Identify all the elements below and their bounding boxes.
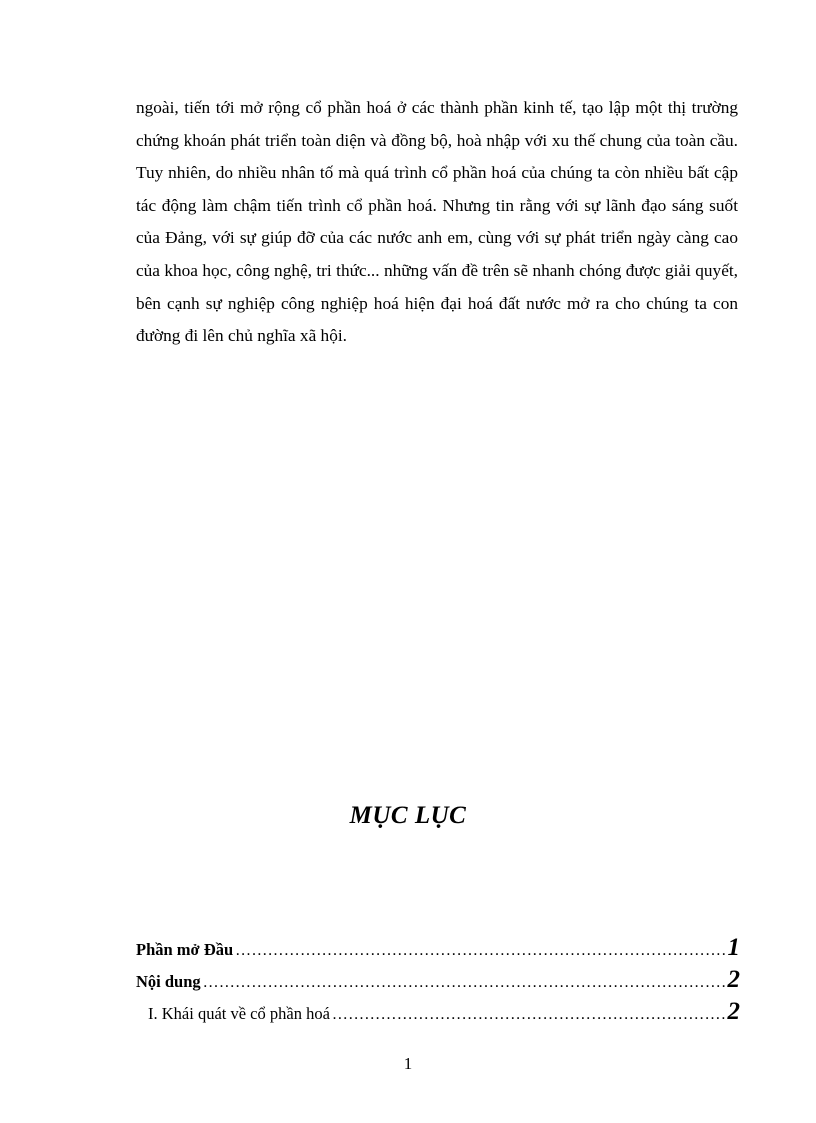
toc-entry-content[interactable] xyxy=(136,966,740,998)
toc-dot-leader xyxy=(203,974,726,992)
toc-page-number: 2 xyxy=(727,966,740,993)
toc-entry-label: I. Khái quát về cổ phần hoá xyxy=(148,1004,330,1023)
toc-title: MỤC LỤC xyxy=(349,802,467,829)
toc-page-number: 2 xyxy=(727,998,740,1025)
toc-page-number: 1 xyxy=(727,934,740,961)
table-of-contents xyxy=(136,934,740,1030)
toc-entry-label: Phần mở Đầu xyxy=(136,940,234,959)
page-number: 1 xyxy=(403,1054,413,1073)
toc-dot-leader xyxy=(332,1006,726,1024)
body-paragraph: ngoài, tiến tới mở rộng cổ phần hoá ở các thành phần kinh tế, tạo lập một thị trường chứng khoán phát triển toàn diện và đồng bộ, hoà nhập với xu thế chung của toàn cầu. Tuy nhiên, do nhiều nhân tố mà quá trình cổ phần hoá của chúng ta còn nhiều bất cập tác động làm chậm tiến trình cổ phần hoá. Nhưng tin rằng với sự lãnh đạo sáng suốt của Đảng, với sự giúp đỡ của các nước anh em, cùng với sự phát triển ngày càng cao của khoa học, công nghệ, tri thức... những vấn đề trên sẽ nhanh chóng được giải quyết, bên cạnh sự nghiệp công nghiệp hoá hiện đại hoá đất nước mở ra cho chúng ta con đường đi lên chủ nghĩa xã hội. xyxy=(136,98,738,346)
toc-dot-leader xyxy=(235,942,725,960)
toc-entry-section-1[interactable] xyxy=(136,998,740,1030)
toc-entry-label: Nội dung xyxy=(136,972,201,991)
toc-entry-introduction[interactable] xyxy=(136,934,740,966)
